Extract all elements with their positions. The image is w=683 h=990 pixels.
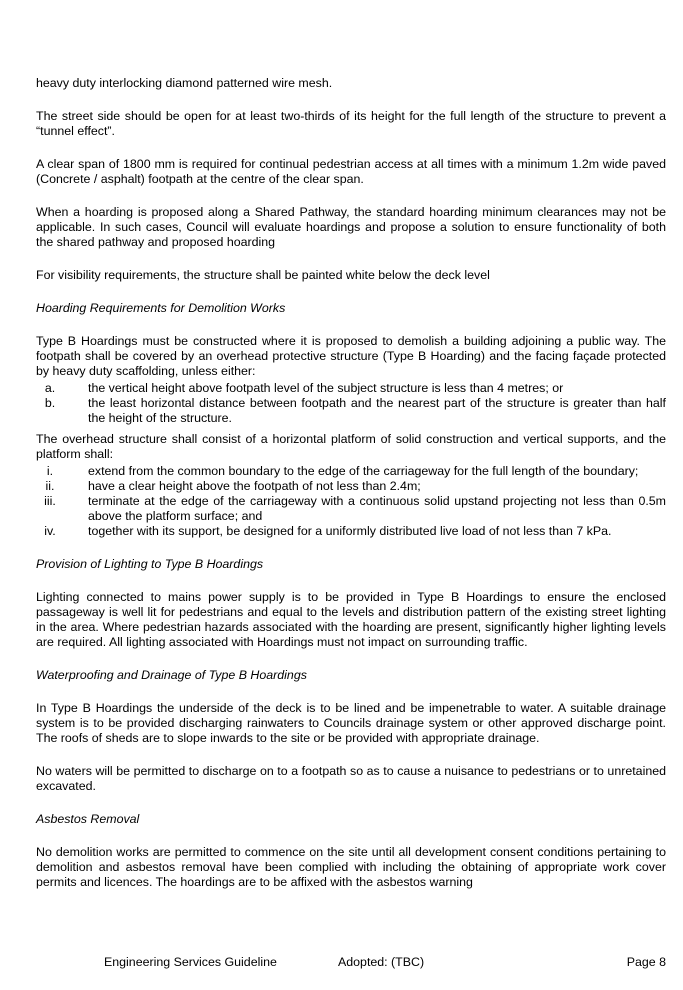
section-heading: Asbestos Removal xyxy=(36,812,140,826)
list-item-text: the least horizontal distance between footpath and the nearest part of the structure is greater than half the height of the structure. xyxy=(88,396,666,425)
list-item xyxy=(36,494,666,524)
paragraph: No demolition works are permitted to commence on the site until all development consent conditions pertaining to demolition and asbestos removal have been complied with including the obtaining of appropriate work cover permits and licences. The hoardings are to be affixed with the asbestos warning xyxy=(36,845,666,889)
list-item xyxy=(36,464,666,479)
paragraph: Lighting connected to mains power supply is to be provided in Type B Hoardings to ensure the enclosed passageway is well lit for pedestrians and equal to the levels and distribution pattern of the existing street lighting in the area. Where pedestrian hazards associated with the hoarding are present, significantly higher lighting levels are required. All lighting associated with Hoardings must not impact on surrounding traffic. xyxy=(36,590,666,649)
paragraph: For visibility requirements, the structure shall be painted white below the deck level xyxy=(36,268,490,282)
section-heading: Hoarding Requirements for Demolition Works xyxy=(36,301,286,315)
platform-requirements-list xyxy=(36,464,666,539)
paragraph: No waters will be permitted to discharge on to a footpath so as to cause a nuisance to pedestrians or to unretained excavated. xyxy=(36,764,666,793)
paragraph: heavy duty interlocking diamond patterned wire mesh. xyxy=(36,76,333,90)
condition-list xyxy=(36,381,666,426)
paragraph: The overhead structure shall consist of a horizontal platform of solid construction and vertical supports, and the platform shall: xyxy=(36,432,666,461)
footer-adopted-status: Adopted: (TBC) xyxy=(338,955,425,969)
paragraph: When a hoarding is proposed along a Shared Pathway, the standard hoarding minimum clearances may not be applicable. In such cases, Council will evaluate hoardings and propose a solution to ensure functionality of both the shared pathway and proposed hoarding xyxy=(36,205,666,249)
footer-document-title: Engineering Services Guideline xyxy=(104,955,277,969)
list-marker: ii. xyxy=(45,479,55,493)
list-marker: a. xyxy=(44,381,56,395)
paragraph: A clear span of 1800 mm is required for continual pedestrian access at all times with a minimum 1.2m wide paved (Concrete / asphalt) footpath at the centre of the clear span. xyxy=(36,157,666,186)
list-item xyxy=(36,396,666,426)
list-item xyxy=(36,381,666,396)
section-heading: Provision of Lighting to Type B Hoardings xyxy=(36,557,264,571)
paragraph: Type B Hoardings must be constructed where it is proposed to demolish a building adjoining a public way. The footpath shall be covered by an overhead protective structure (Type B Hoarding) and the facing façade protected by heavy duty scaffolding, unless either: xyxy=(36,334,666,378)
paragraph: The street side should be open for at least two-thirds of its height for the full length of the structure to prevent a “tunnel effect”. xyxy=(36,109,666,138)
list-item-text: the vertical height above footpath level of the subject structure is less than 4 metres; or xyxy=(88,381,564,395)
paragraph: In Type B Hoardings the underside of the deck is to be lined and be impenetrable to water. A suitable drainage system is to be provided discharging rainwaters to Councils drainage system or other approved discharge point. The roofs of sheds are to slope inwards to the site or be provided with appropriate drainage. xyxy=(36,701,666,745)
list-item xyxy=(36,524,666,539)
list-item-text: extend from the common boundary to the edge of the carriageway for the full length of the boundary; xyxy=(88,464,639,478)
list-marker: b. xyxy=(44,396,56,410)
list-marker: iii. xyxy=(44,494,56,508)
page-footer xyxy=(0,955,683,971)
list-item xyxy=(36,479,666,494)
section-heading: Waterproofing and Drainage of Type B Hoardings xyxy=(36,668,307,682)
list-item-text: terminate at the edge of the carriageway with a continuous solid upstand projecting not less than 0.5m above the platform surface; and xyxy=(88,494,666,523)
page-content xyxy=(36,76,666,890)
list-marker: i. xyxy=(46,464,54,478)
list-item-text: together with its support, be designed for a uniformly distributed live load of not less than 7 kPa. xyxy=(88,524,612,538)
list-marker: iv. xyxy=(44,524,56,538)
list-item-text: have a clear height above the footpath of not less than 2.4m; xyxy=(88,479,421,493)
footer-page-number: Page 8 xyxy=(626,955,666,969)
